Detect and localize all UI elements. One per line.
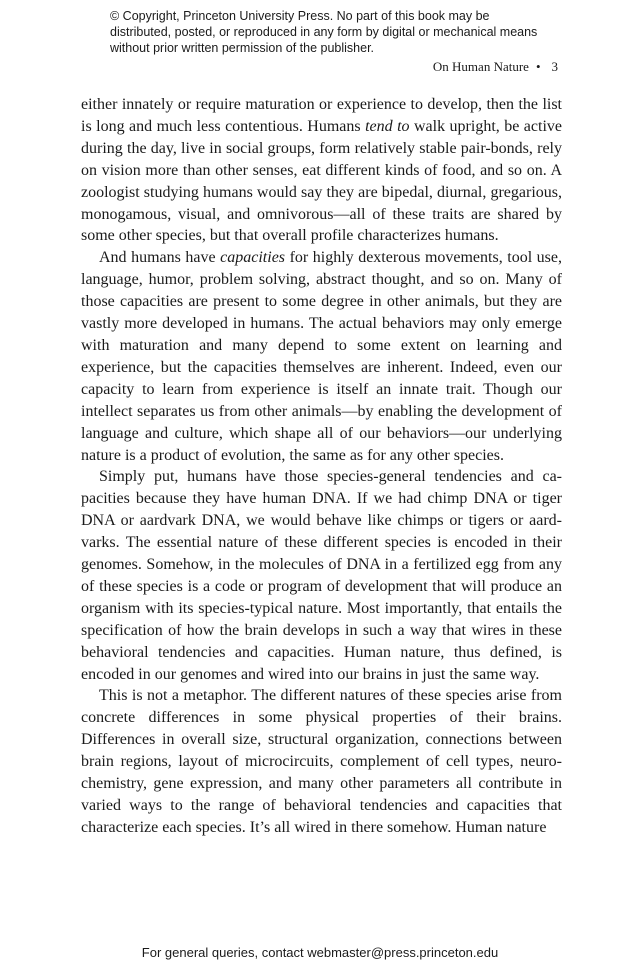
paragraph (81, 94, 562, 247)
running-head (433, 59, 558, 75)
text-run: Simply put, humans have those species-general tendencies and capacities because they have human DNA. If we had chimp DNA or tiger DNA or aardvark DNA, we would behave like chimps or tigers or aardvarks. The essential nature of these different species is encoded in their genomes. Somehow, in the molecules of DNA in a fertilized egg from any of these species is a code or program of development that will produce an organism with its species-typical nature. Most importantly, that entails the specification of how the brain develops in such a way that wires in these behavioral tendencies and capacities. Human nature, thus defined, is encoded in our genomes and wired into our brains in just the same way. (81, 468, 562, 683)
text-run: This is not a metaphor. The different natures of these species arise from concrete differences in some physical properties of their brains. Differences in overall size, structural organization, connections between brain regions, layout of microcircuits, complement of cell types, neurochemistry, gene expression, and many other parameters all contribute in varied ways to the range of behavioral tendencies and capacities that characterize each species. It’s all wired in there somehow. Human nature (81, 687, 562, 836)
text-run: either innately or require maturation or experience to develop, then the list is long and much less contentious. Humans (81, 96, 562, 135)
body-text (81, 94, 562, 839)
copyright-notice: © Copyright, Princeton University Press. No part of this book may be distributed, posted, or reproduced in any form by digital or mechanical means without prior written permission of the publisher. (110, 9, 538, 55)
emphasis-text: tend to (365, 117, 410, 135)
emphasis-text: capacities (220, 249, 286, 267)
paragraph (81, 466, 562, 685)
paragraph (81, 685, 562, 838)
text-run: for highly dexterous movements, tool use, language, humor, problem solving, abstract thought, and so on. Many of those capacities are present to some degree in other animals, but they are vastly more developed in humans. The actual behaviors may only emerge with maturation and many depend to some extent on learning and experience, but the capacities themselves are inherent. Indeed, even our capacity to learn from experience is itself an innate trait. Though our intellect separates us from other animals—by enabling the development of language and culture, which shape all of our behaviors—our underlying nature is a product of evolution, the same as for any other species. (81, 249, 563, 464)
running-head-title: On Human Nature (432, 59, 529, 74)
text-run: walk upright, be active during the day, live in social groups, form relatively stable pair-bonds, rely on vision more than other senses, eat different kinds of food, and so on. A zoologist studying humans would say they are bipedal, diurnal, gregarious, monogamous, visual, and omnivorous—all of these traits are shared by some other species, but that overall profile characterizes humans. (81, 117, 562, 245)
bullet-separator-icon: • (535, 59, 541, 74)
text-run: And humans have (99, 249, 221, 267)
page-number: 3 (551, 59, 558, 74)
paragraph (81, 247, 562, 466)
footer-contact: For general queries, contact webmaster@press.princeton.edu (141, 945, 499, 960)
